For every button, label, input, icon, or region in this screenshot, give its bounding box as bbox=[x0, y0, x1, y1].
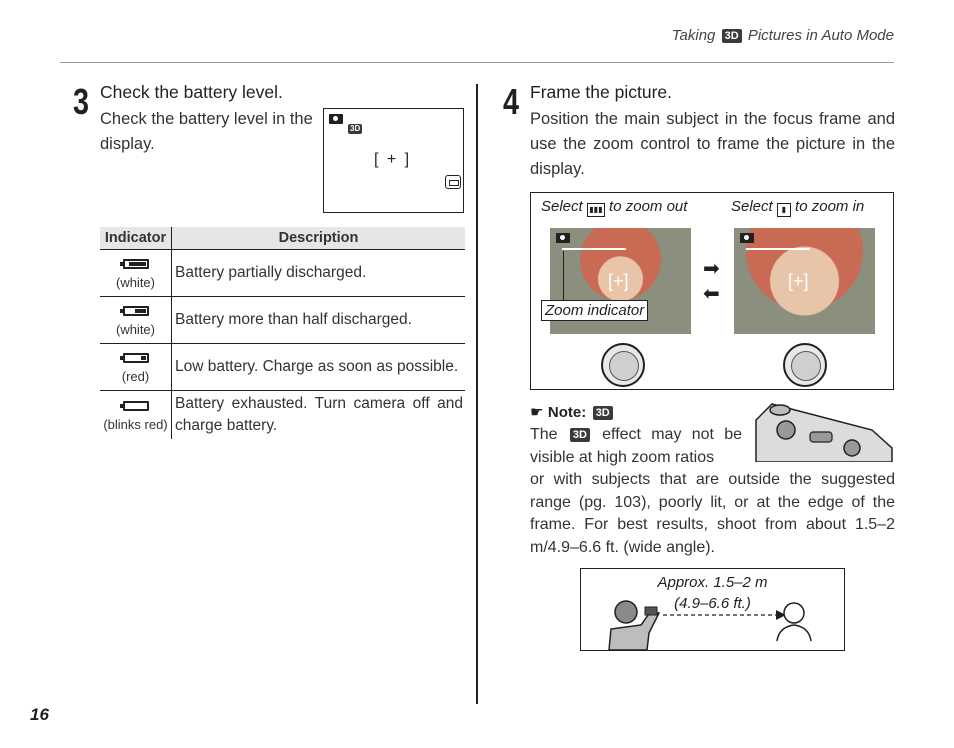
camera-mode-icon bbox=[556, 233, 570, 243]
focus-frame-icon: [+] bbox=[788, 271, 809, 291]
table-row bbox=[100, 344, 465, 391]
table-header-row bbox=[100, 227, 465, 250]
battery-half-icon bbox=[123, 306, 149, 316]
indicator-cell bbox=[100, 250, 172, 297]
indicator-color: (white) bbox=[115, 274, 155, 290]
header-text-pre: Taking bbox=[671, 27, 716, 44]
step-number: 4 bbox=[503, 81, 520, 122]
step-body: Check the battery level in the display. bbox=[100, 110, 313, 153]
arrow-right-icon: ➡ bbox=[703, 258, 720, 280]
arrow-left-icon: ⬅ bbox=[703, 283, 720, 305]
zoom-bar bbox=[562, 248, 626, 250]
distance-illustration bbox=[580, 568, 845, 651]
table-row bbox=[100, 297, 465, 344]
column-divider bbox=[476, 84, 478, 704]
tele-photo bbox=[734, 228, 875, 334]
zoom-indicator-leader bbox=[563, 251, 564, 301]
step-title: Check the battery level. bbox=[100, 82, 283, 102]
note-heading bbox=[530, 403, 615, 422]
3d-chip: 3D bbox=[350, 124, 361, 133]
battery-low-icon bbox=[123, 353, 149, 363]
header-text-post: Pictures in Auto Mode bbox=[747, 27, 894, 44]
note-body-short: The 3D effect may not be visible at high zoom ratios bbox=[530, 426, 742, 466]
camera-mode-icon bbox=[329, 114, 343, 124]
zoom-in-caption: Select ▮ to zoom in bbox=[731, 198, 865, 215]
zoom-dial-tele bbox=[783, 343, 827, 387]
distance-metric: Approx. 1.5–2 m bbox=[657, 574, 768, 591]
battery-table bbox=[100, 227, 465, 439]
wide-icon: ▮▮▮ bbox=[587, 203, 605, 217]
step-body: Position the main subject in the focus frame and use the zoom control to frame the picture in the display. bbox=[530, 110, 895, 178]
focus-frame-icon: [+] bbox=[608, 271, 629, 291]
column-header: Indicator bbox=[100, 227, 172, 250]
step-title: Frame the picture. bbox=[530, 82, 672, 102]
description-cell: Battery exhausted. Turn camera off and charge battery. bbox=[175, 395, 463, 434]
indicator-color: (blinks red) bbox=[103, 416, 168, 432]
photographer-subject-figure bbox=[581, 569, 844, 650]
table-row bbox=[100, 250, 465, 297]
description-cell: Battery more than half discharged. bbox=[172, 297, 466, 344]
description-cell: Low battery. Charge as soon as possible. bbox=[172, 344, 466, 391]
zoom-illustration bbox=[530, 192, 894, 390]
3d-chip: 3D bbox=[722, 29, 742, 43]
hand-pointer-icon: ☛ bbox=[530, 404, 544, 421]
running-header bbox=[672, 27, 894, 44]
step-number: 3 bbox=[73, 81, 90, 122]
zoom-dial-wide bbox=[601, 343, 645, 387]
indicator-color: (red) bbox=[121, 368, 150, 384]
header-rule bbox=[60, 62, 894, 63]
note-label: Note: bbox=[547, 404, 587, 421]
note-body-rest: or with subjects that are outside the suggested range (pg. 103), poorly lit, or at the edge of the frame. For best results, shoot from about 1.5–2 m/4.9–6.6 ft. (wide angle). bbox=[530, 471, 895, 556]
3d-chip: 3D bbox=[570, 428, 590, 442]
battery-three-quarter-icon bbox=[123, 259, 149, 269]
indicator-cell bbox=[100, 391, 172, 440]
zoom-indicator-label: Zoom indicator bbox=[541, 300, 648, 321]
3d-chip: 3D bbox=[593, 406, 613, 420]
camera-illustration bbox=[752, 400, 894, 462]
column-header: Description bbox=[172, 227, 466, 250]
indicator-cell bbox=[100, 297, 172, 344]
battery-indicator-icon bbox=[445, 175, 461, 189]
camera-display bbox=[323, 108, 464, 213]
indicator-color: (white) bbox=[115, 321, 155, 337]
table-row bbox=[100, 391, 465, 440]
description-cell: Battery partially discharged. bbox=[172, 250, 466, 297]
indicator-cell bbox=[100, 344, 172, 391]
battery-empty-icon bbox=[123, 401, 149, 411]
tele-icon: ▮ bbox=[777, 203, 791, 217]
zoom-out-caption: Select ▮▮▮ to zoom out bbox=[541, 198, 688, 215]
camera-mode-icon bbox=[740, 233, 754, 243]
zoom-bar bbox=[746, 248, 810, 250]
focus-frame-icon: [ + ] bbox=[374, 151, 412, 168]
page-number: 16 bbox=[30, 705, 49, 724]
distance-imperial: (4.9–6.6 ft.) bbox=[674, 595, 751, 612]
